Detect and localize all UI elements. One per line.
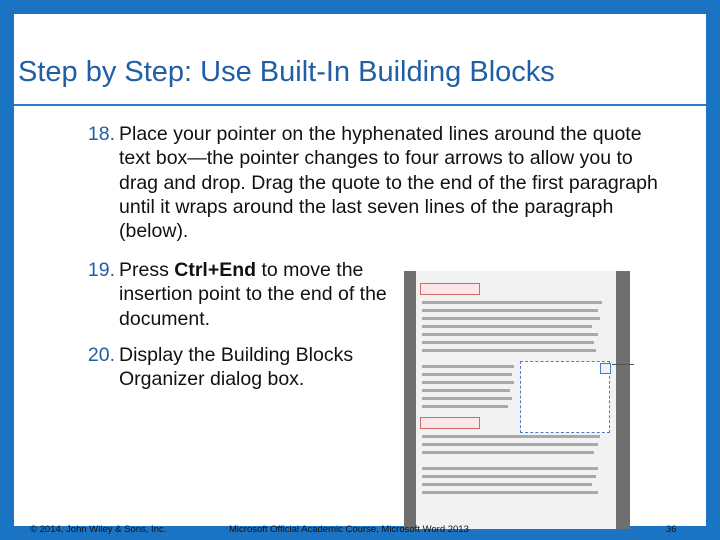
step-text-after: to move the insertion point to the end of the document. [119,259,387,330]
shortcut-text: Ctrl+End [174,259,257,281]
text-line [422,467,598,470]
text-line [422,435,600,438]
text-line [422,317,600,320]
content-control-tag [420,417,480,429]
text-line [422,397,512,400]
text-line [422,451,594,454]
text-line [422,341,594,344]
callout-arrow [612,364,634,365]
text-line [422,405,508,408]
step-item-18 [87,122,659,243]
text-line [422,483,592,486]
word-document-screenshot [404,271,630,529]
text-line [422,491,598,494]
step-number: 19. [87,259,115,281]
step-text-before: Press [119,259,175,281]
text-line [422,325,592,328]
footer-copyright: © 2014, John Wiley & Sons, Inc. [30,524,167,535]
text-line [422,301,602,304]
text-line [422,365,514,368]
step-item-20 [87,343,389,392]
text-line [422,333,598,336]
text-line [422,475,596,478]
footer-course: Microsoft Official Academic Course, Microsoft Word 2013 [229,524,469,535]
content-control-tag [420,283,480,295]
step-text: Place your pointer on the hyphenated lines around the quote text box—the pointer changes to four arrows to allow you to drag and drop. Drag the quote to the end of the first paragraph until it wraps around the last seven lines of the paragraph (below). [119,123,658,243]
step-number: 20. [87,344,115,366]
layout-options-button[interactable] [600,363,611,374]
text-line [422,309,598,312]
step-item-19 [87,258,389,331]
text-line [422,381,514,384]
text-line [422,443,598,446]
quote-text-box[interactable] [520,361,610,433]
footer-page-number: 36 [666,524,677,535]
text-line [422,349,596,352]
text-line [422,373,512,376]
text-line [422,389,510,392]
step-text: Display the Building Blocks Organizer dialog box. [119,344,354,391]
step-number: 18. [87,123,115,145]
slide-title: Step by Step: Use Built-In Building Blocks [18,56,555,88]
